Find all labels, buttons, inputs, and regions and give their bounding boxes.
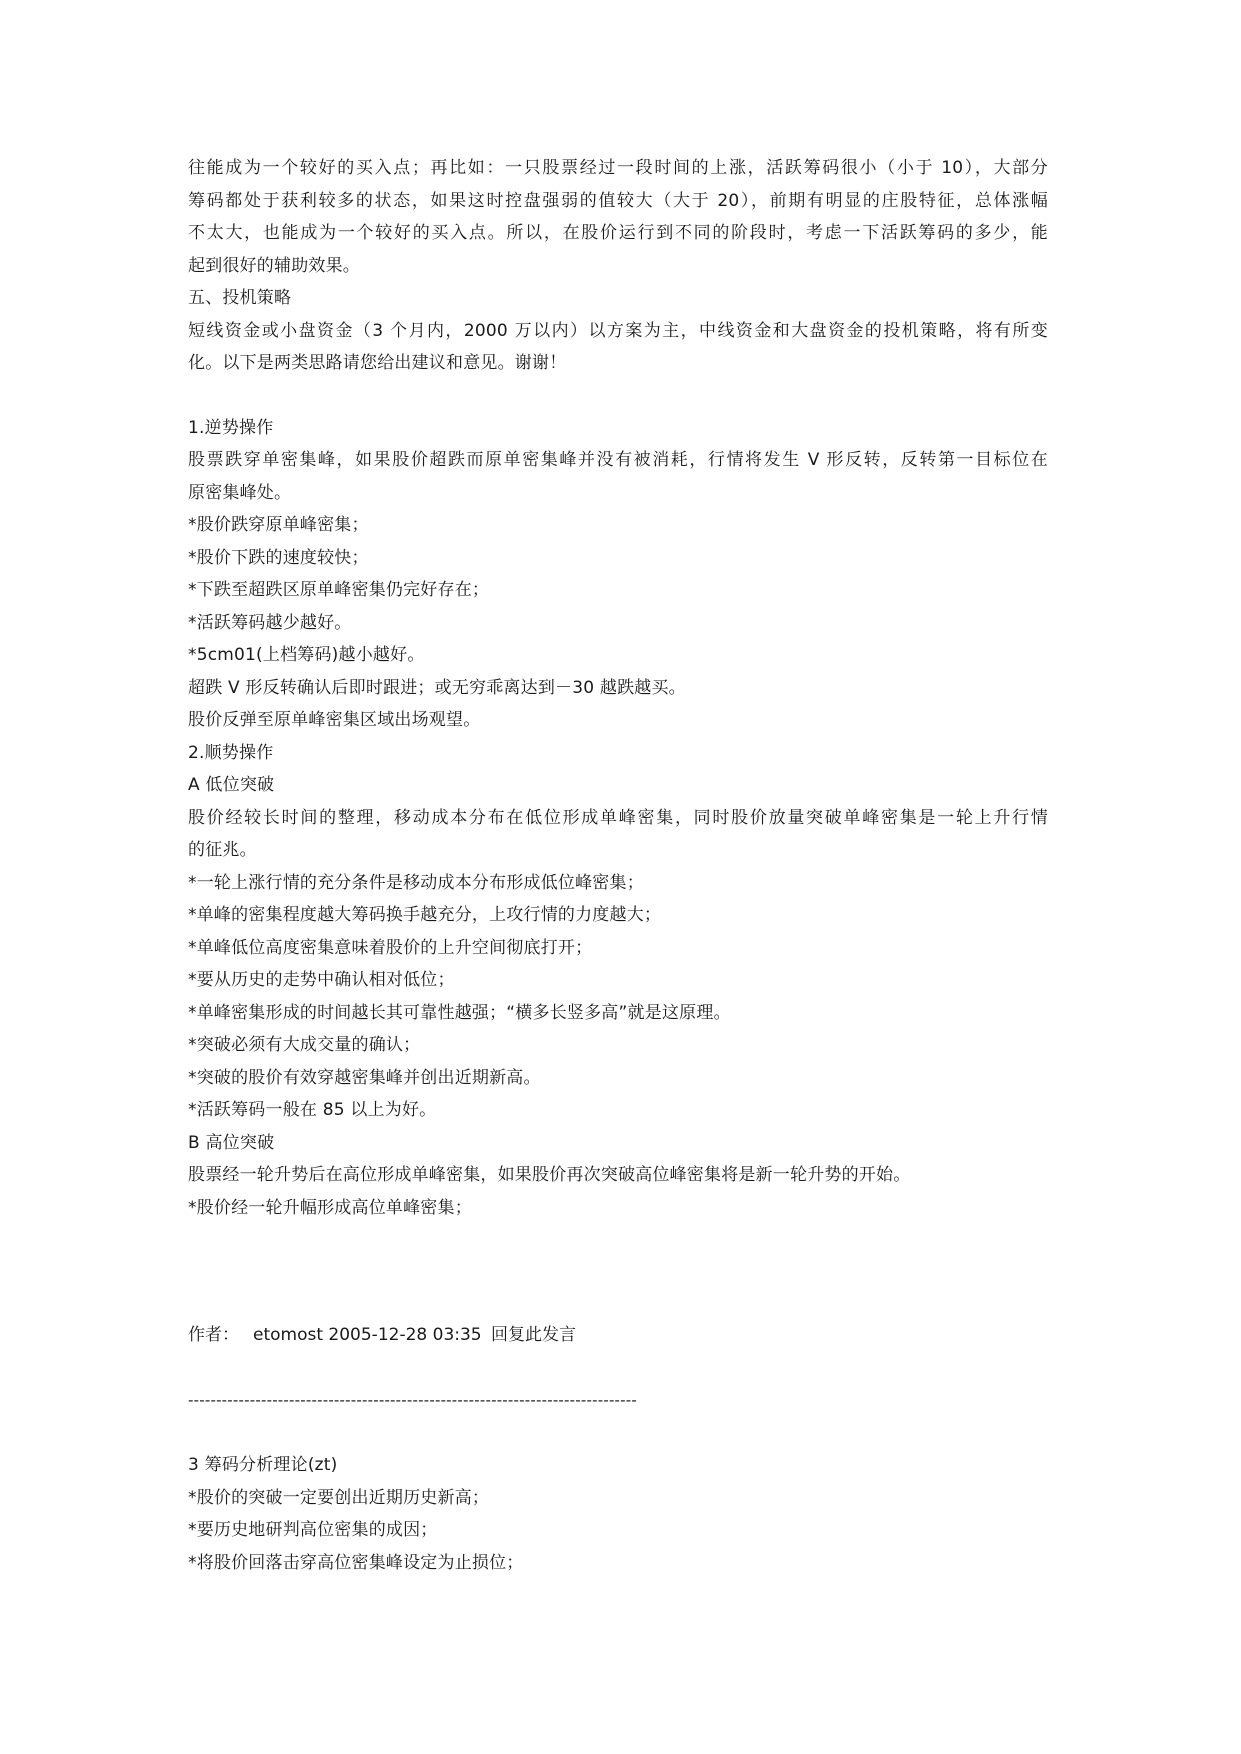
text-line: 的征兆。 <box>188 840 257 860</box>
text-line: 股价经较长时间的整理，移动成本分布在低位形成单峰密集，同时股价放量突破单峰密集是一轮上升行情 <box>188 807 1048 828</box>
list-item: *突破的股价有效穿越密集峰并创出近期新高。 <box>188 1067 541 1088</box>
with-trend-section <box>188 737 1058 1225</box>
list-item: *下跌至超跌区原单峰密集仍完好存在； <box>188 580 490 600</box>
list-item: *股价跌穿原单峰密集； <box>188 515 369 535</box>
list-item: *5cm01(上档筹码)越小越好。 <box>188 645 425 665</box>
subsection-heading: B 高位突破 <box>188 1132 275 1153</box>
section-five <box>188 282 1058 380</box>
text-line: 往能成为一个较好的买入点；再比如：一只股票经过一段时间的上涨，活跃筹码很小（小于 10），大部分 <box>188 158 1048 178</box>
list-item: *单峰密集形成的时间越长其可靠性越强；“横多长竖多高”就是这原理。 <box>188 1002 731 1023</box>
author-name: etomost <box>253 1325 324 1345</box>
author-label: 作者： <box>188 1325 239 1345</box>
section-three <box>188 1449 1058 1579</box>
text-line: 超跌 V 形反转确认后即时跟进；或无穷乖离达到－30 越跌越买。 <box>188 677 686 698</box>
list-item: *将股价回落击穿高位密集峰设定为止损位； <box>188 1552 524 1573</box>
counter-trend-section <box>188 412 1058 737</box>
post-datetime: 2005-12-28 03:35 <box>328 1325 482 1345</box>
section-heading: 3 筹码分析理论(zt) <box>188 1455 338 1475</box>
list-item: *股价下跌的速度较快； <box>188 547 369 568</box>
text-line: 股票跌穿单密集峰，如果股价超跌而原单密集峰并没有被消耗，行情将发生 V 形反转，反转第一目标位在 <box>188 450 1048 470</box>
list-item: *单峰低位高度密集意味着股价的上升空间彻底打开； <box>188 937 593 958</box>
paragraph-intro <box>188 152 1058 282</box>
document-page <box>188 152 1058 1579</box>
list-item: *活跃筹码一般在 85 以上为好。 <box>188 1100 437 1120</box>
list-item: *一轮上涨行情的充分条件是移动成本分布形成低位峰密集； <box>188 872 644 893</box>
subsection-heading: A 低位突破 <box>188 775 275 795</box>
list-item: *要从历史的走势中确认相对低位； <box>188 970 455 990</box>
divider-line: -------------------------------------------------------------------------------- <box>188 1391 638 1409</box>
list-item: *股价的突破一定要创出近期历史新高； <box>188 1487 490 1508</box>
post-author-line <box>188 1319 1058 1351</box>
list-item: *股价经一轮升幅形成高位单峰密集； <box>188 1197 472 1218</box>
text-line: 起到很好的辅助效果。 <box>188 255 360 276</box>
text-line: 不太大，也能成为一个较好的买入点。所以，在股价运行到不同的阶段时，考虑一下活跃筹码的多少，能 <box>188 223 1048 243</box>
text-line: 筹码都处于获利较多的状态，如果这时控盘强弱的值较大（大于 20），前期有明显的庄股特征，总体涨幅 <box>188 190 1048 211</box>
list-item: *突破必须有大成交量的确认； <box>188 1035 421 1055</box>
text-line: 股票经一轮升势后在高位形成单峰密集，如果股价再次突破高位峰密集将是新一轮升势的开始。 <box>188 1165 911 1185</box>
text-line: 股价反弹至原单峰密集区域出场观望。 <box>188 710 481 730</box>
section-heading: 2.顺势操作 <box>188 742 274 763</box>
section-heading: 1.逆势操作 <box>188 417 274 438</box>
section-heading: 五、投机策略 <box>188 288 292 308</box>
text-line: 原密集峰处。 <box>188 482 292 503</box>
list-item: *活跃筹码越少越好。 <box>188 612 352 633</box>
list-item: *要历史地研判高位密集的成因； <box>188 1520 438 1540</box>
text-line: 短线资金或小盘资金（3 个月内，2000 万以内）以方案为主，中线资金和大盘资金的投机策略，将有所变 <box>188 320 1048 341</box>
list-item: *单峰的密集程度越大筹码换手越充分，上攻行情的力度越大； <box>188 905 662 925</box>
text-line: 化。以下是两类思路请您给出建议和意见。谢谢！ <box>188 353 567 373</box>
reply-link[interactable]: 回复此发言 <box>491 1325 577 1345</box>
